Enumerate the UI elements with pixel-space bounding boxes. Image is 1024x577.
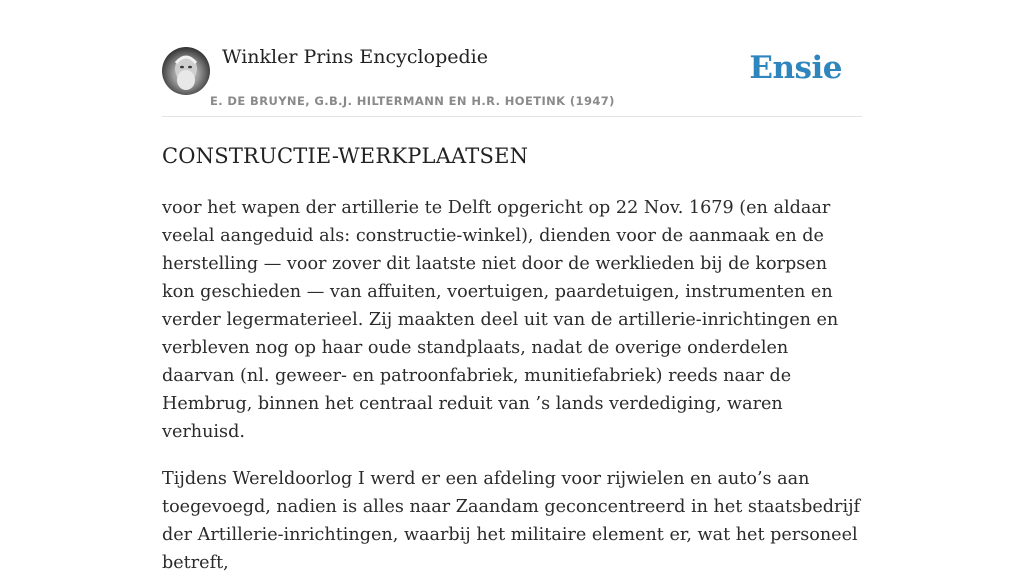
entry-paragraph-2: Tijdens Wereldoorlog I werd er een afdeling voor rijwielen en auto’s aan toegevoegd, nadien is alles naar Zaandam geconcentreerd in het staatsbedrijf der Artillerie-inrichtingen, waarbij het militaire element er, wat het personeel betreft,	[162, 469, 861, 573]
author-portrait-icon	[162, 47, 210, 95]
author-byline: E. DE BRUYNE, G.B.J. HILTERMANN EN H.R. HOETINK (1947)	[210, 94, 615, 108]
site-title[interactable]: Winkler Prins Encyclopedie	[222, 46, 488, 68]
page	[162, 0, 862, 573]
site-header	[162, 0, 862, 117]
ensie-logo[interactable]: Ensie	[749, 50, 842, 86]
entry-paragraph-1: voor het wapen der artillerie te Delft opgericht op 22 Nov. 1679 (en aldaar veelal aangeduid als: constructie-winkel), dienden voor de aanmaak en de herstelling — voor zover dit laatste niet door de werklieden bij de korpsen kon geschieden — van affuiten, voertuigen, paardetuigen, instrumenten en verder legermaterieel. Zij maakten deel uit van de artillerie-inrichtingen en verbleven nog op haar oude standplaats, nadat de overige onderdelen daarvan (nl. geweer- en patroonfabriek, munitiefabriek) reeds naar de Hembrug, binnen het centraal reduit van ’s lands verdediging, waren verhuisd.	[162, 198, 839, 442]
entry-title: CONSTRUCTIE-WERKPLAATSEN	[162, 144, 529, 168]
